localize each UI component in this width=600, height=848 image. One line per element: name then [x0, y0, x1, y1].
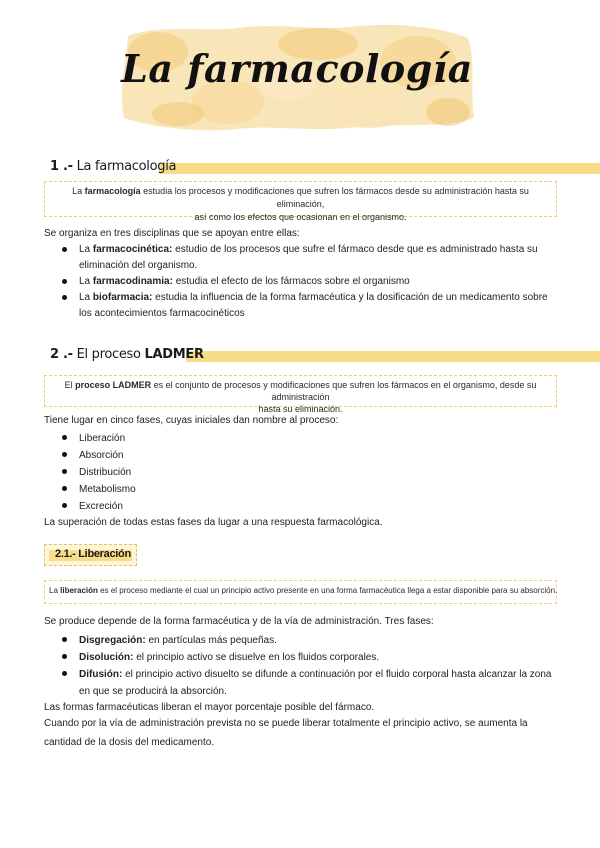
- section-2-heading-text: 2 .- El proceso LADMER: [50, 347, 204, 362]
- section-2-outro: La superación de todas estas fases da lugar a una respuesta farmacológica.: [44, 517, 383, 528]
- section-2-1-intro: Se produce depende de la forma farmacéutica y de la vía de administración. Tres fases:: [44, 616, 434, 627]
- list-item: Metabolismo: [60, 481, 560, 498]
- heading-highlight: [186, 351, 600, 362]
- list-item: Distribución: [60, 464, 560, 481]
- section-2-1-heading-text: 2.1.- Liberación: [55, 548, 131, 560]
- section-2-1-paragraph-3: cantidad de la dosis del medicamento.: [44, 737, 215, 748]
- section-2-heading: [44, 346, 600, 368]
- section-2-1-heading: [44, 544, 137, 566]
- list-item: Disolución: el principio activo se disuelve en los fluidos corporales.: [60, 649, 560, 666]
- list-item: La farmacocinética: estudio de los procesos que sufre el fármaco desde que es administrado hasta su eliminación del organismo.: [60, 242, 560, 274]
- heading-highlight: [159, 163, 600, 174]
- section-1-intro: Se organiza en tres disciplinas que se apoyan entre ellas:: [44, 228, 300, 239]
- section-1-heading-text: 1 .- La farmacología: [50, 159, 177, 174]
- definition-box-liberacion: La liberación es el proceso mediante el cual un principio activo presente en una forma farmacéutica llega a estar disponible para su absorción.: [44, 580, 557, 604]
- definition-box-ladmer: El proceso LADMER es el conjunto de procesos y modificaciones que sufren los fármacos en el organismo, desde su administración hasta su eliminación.: [44, 375, 557, 407]
- definition-box-farmacologia: La farmacología estudia los procesos y modificaciones que sufren los fármacos desde su administración hasta su eliminación, así como los efectos que ocasionan en el organismo.: [44, 181, 557, 217]
- title-banner: [118, 22, 476, 132]
- section-2-intro: Tiene lugar en cinco fases, cuyas iniciales dan nombre al proceso:: [44, 415, 339, 426]
- list-item: Excreción: [60, 498, 560, 515]
- phases-list: [60, 430, 560, 515]
- list-item: Liberación: [60, 430, 560, 447]
- page-title: La farmacología: [121, 46, 473, 91]
- list-item: Disgregación: en partículas más pequeñas.: [60, 632, 560, 649]
- section-2-1-paragraph-2: Cuando por la vía de administración prevista no se puede liberar totalmente el principio activo, se aumenta la: [44, 718, 528, 729]
- list-item: La biofarmacia: estudia la influencia de la forma farmacéutica y la dosificación de un medicamento sobre los acontecimientos farmacocinéticos: [60, 290, 560, 322]
- liberation-phases-list: [60, 632, 560, 700]
- list-item: La farmacodinamia: estudia el efecto de los fármacos sobre el organismo: [60, 274, 560, 290]
- section-1-heading: [44, 158, 600, 180]
- disciplines-list: [60, 242, 560, 322]
- list-item: Absorción: [60, 447, 560, 464]
- section-2-1-paragraph-1: Las formas farmacéuticas liberan el mayor porcentaje posible del fármaco.: [44, 702, 375, 713]
- list-item: Difusión: el principio activo disuelto se difunde a continuación por el fluido corporal hasta alcanzar la zona en que se producirá la absorción.: [60, 666, 560, 700]
